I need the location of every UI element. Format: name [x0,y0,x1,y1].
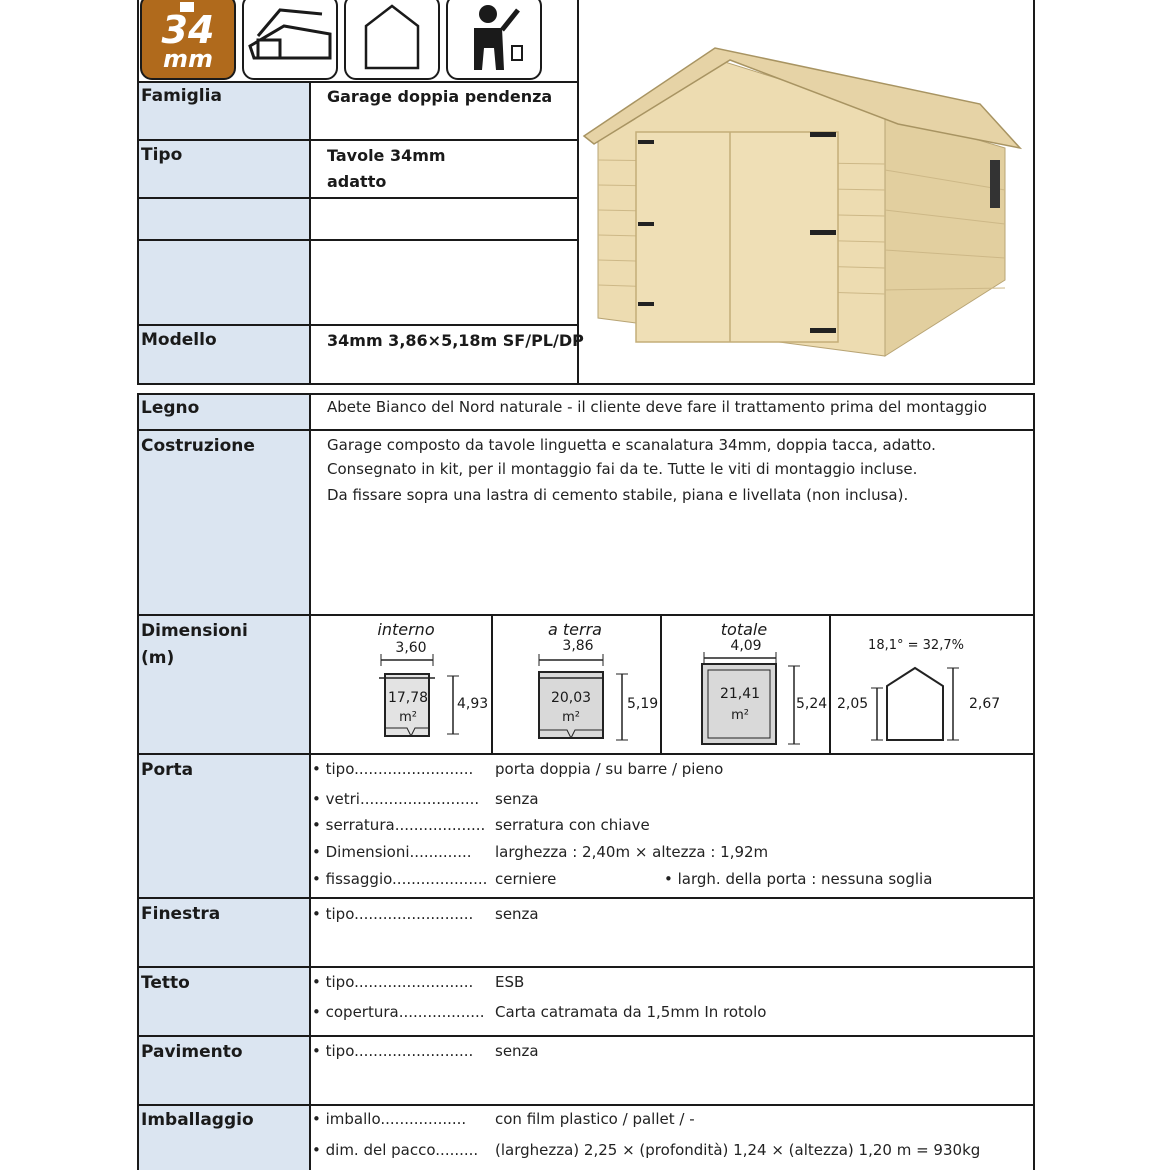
interno-depth: 4,93 [457,696,489,712]
grid-line [137,966,1035,968]
porta-value-tipo: porta doppia / su barre / pieno [495,760,724,778]
label-costruzione: Costruzione [141,436,255,456]
grid-line [137,81,579,83]
costruzione-line-2: Consegnato in kit, per il montaggio fai da te. Tutte le viti di montaggio incluse. [327,460,918,478]
tetto-value-tipo: ESB [495,973,525,991]
grid-line [309,81,311,384]
totale-depth: 5,24 [796,696,828,712]
porta-key-dimensioni: • Dimensioni............. [312,843,472,861]
a-terra-depth: 5,19 [627,696,659,712]
dimension-diagram-totale [662,616,829,752]
value-tipo-line1: Tavole 34mm [327,146,446,165]
grid-line [137,393,1035,395]
grid-line [137,324,579,326]
a-terra-title: a terra [548,620,602,639]
grid-line [137,0,139,384]
tetto-value-copertura: Carta catramata da 1,5mm In rotolo [495,1003,767,1021]
a-terra-area-unit: m² [562,710,580,725]
dimension-diagram-interno [311,616,491,752]
tetto-key-copertura: • copertura.................. [312,1003,485,1021]
grid-line [137,429,1035,431]
grid-line [309,393,311,1170]
porta-key-serratura: • serratura................... [312,816,486,834]
pavimento-value-tipo: senza [495,1042,539,1060]
porta-value-fissaggio: cerniere [495,870,557,888]
label-legno: Legno [141,398,200,418]
label-tetto: Tetto [141,973,190,993]
imballaggio-key-imballo: • imballo.................. [312,1110,467,1128]
thickness-value: 34 [161,8,215,52]
grid-line [137,753,1035,755]
value-tipo-line2: adatto [327,172,387,191]
interno-area: 17,78 [387,690,429,706]
grid-line [1033,393,1035,1170]
roof-slope: 18,1° = 32,7% [868,638,964,653]
totale-area-unit: m² [731,708,749,723]
pavimento-key-tipo: • tipo......................... [312,1042,474,1060]
imballaggio-value-imballo: con film plastico / pallet / - [495,1110,695,1128]
finestra-value-tipo: senza [495,905,539,923]
value-modello: 34mm 3,86×5,18m SF/PL/DP [327,331,584,350]
dimension-diagram-a-terra [493,616,660,752]
grid-line [137,139,579,141]
finestra-key-tipo: • tipo......................... [312,905,474,923]
costruzione-line-3: Da fissare sopra una lastra di cemento stabile, piana e livellata (non inclusa). [327,486,909,504]
grid-line [137,1035,1035,1037]
grid-line [137,239,579,241]
grid-line [137,1104,1035,1106]
totale-title: totale [720,620,768,639]
label-dimensioni: Dimensioni [141,621,248,641]
a-terra-area: 20,03 [550,690,592,706]
grid-line [137,393,139,1170]
value-legno: Abete Bianco del Nord naturale - il cliente deve fare il trattamento prima del montaggio [327,398,987,416]
costruzione-line-1: Garage composto da tavole linguetta e scanalatura 34mm, doppia tacca, adatto. [327,436,936,454]
grid-line [1033,0,1035,384]
a-terra-width: 3,86 [562,638,594,654]
porta-value-vetri: senza [495,790,539,808]
diy-worker-icon [446,0,542,80]
grid-line [137,197,579,199]
porta-value-serratura: serratura con chiave [495,816,650,834]
wall-height: 2,05 [837,696,869,712]
label-porta: Porta [141,760,194,780]
imballaggio-key-dim-pacco: • dim. del pacco......... [312,1141,479,1159]
value-famiglia: Garage doppia pendenza [327,87,553,106]
label-modello: Modello [141,330,217,350]
thickness-unit: mm [162,45,213,73]
totale-width: 4,09 [730,638,762,654]
grid-line [137,383,1035,385]
label-pavimento: Pavimento [141,1042,243,1062]
interno-area-unit: m² [399,710,417,725]
icon-header [138,0,578,82]
gable-house-icon [344,0,440,80]
interno-title: interno [377,620,435,639]
grid-line [137,897,1035,899]
porta-extra-soglia: • largh. della porta : nessuna soglia [664,870,933,888]
porta-value-dimensioni: larghezza : 2,40m × altezza : 1,92m [495,843,769,861]
porta-key-vetri: • vetri......................... [312,790,480,808]
thickness-badge [140,0,236,80]
grid-line [577,0,579,384]
interno-width: 3,60 [395,640,427,656]
label-dimensioni-unit: (m) [141,648,175,668]
label-famiglia: Famiglia [141,86,222,106]
label-imballaggio: Imballaggio [141,1110,254,1130]
tetto-key-tipo: • tipo......................... [312,973,474,991]
imballaggio-value-dim-pacco: (larghezza) 2,25 × (profondità) 1,24 × (altezza) 1,20 m = 930kg [495,1141,981,1159]
totale-area: 21,41 [719,686,761,702]
label-finestra: Finestra [141,904,221,924]
label-tipo: Tipo [141,145,183,165]
dimension-diagram-profilo [831,616,1033,752]
porta-key-tipo: • tipo......................... [312,760,474,778]
garage-product-image [580,40,1030,370]
ridge-height: 2,67 [969,696,1001,712]
car-garage-icon [242,0,338,80]
porta-key-fissaggio: • fissaggio.................... [312,870,488,888]
